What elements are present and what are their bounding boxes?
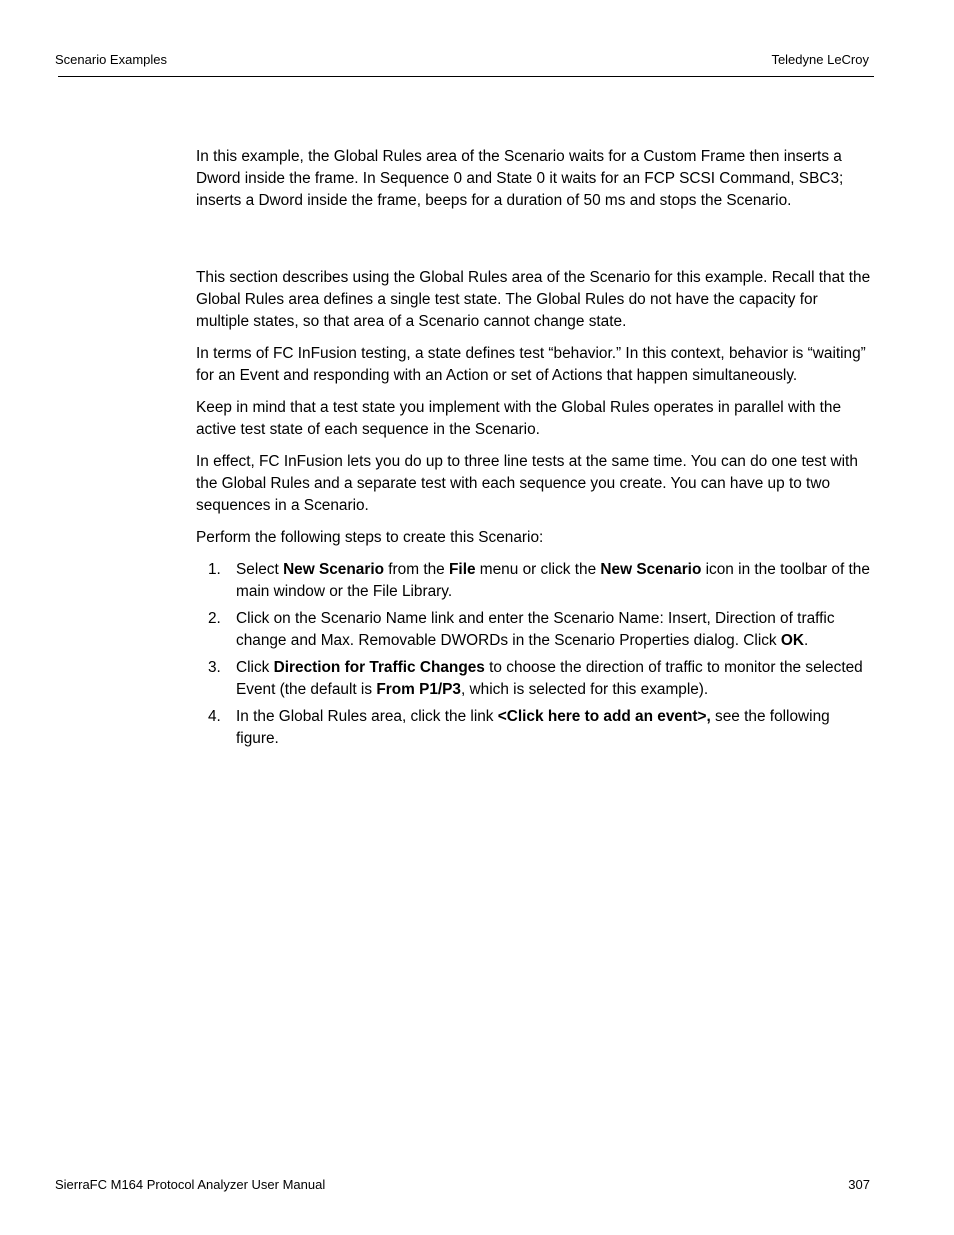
step-text: . (804, 632, 809, 649)
running-footer-title: SierraFC M164 Protocol Analyzer User Manual (55, 1177, 326, 1192)
step-number: 1. (208, 561, 221, 578)
steps-intro: Perform the following steps to create this Scenario: (196, 529, 544, 546)
step-bold-text: <Click here to add an event>, (497, 708, 711, 725)
step-text: from the (384, 561, 450, 578)
step-item (196, 608, 872, 652)
header-divider (58, 76, 874, 77)
step-text: menu or click the (475, 561, 601, 578)
body-paragraph-2: In terms of FC InFusion testing, a state defines test “behavior.” In this context, behavior is “waiting” for an Event and responding with an Action or set of Actions that happen simultaneously. (196, 345, 866, 384)
step-bold-text: File (449, 561, 476, 578)
body-paragraph-3: Keep in mind that a test state you implement with the Global Rules operates in parallel with the active test state of each sequence in the Scenario. (196, 399, 842, 438)
step-text: Click (236, 659, 274, 676)
page-body (196, 146, 872, 755)
step-text: , which is selected for this example). (461, 681, 709, 698)
step-text: Select (236, 561, 284, 578)
step-text: icon in the toolbar of the main window or the File Library. (236, 561, 870, 600)
step-item (196, 657, 872, 701)
steps-list (196, 559, 872, 750)
page-number: 307 (848, 1177, 870, 1192)
body-paragraph-4: In effect, FC InFusion lets you do up to three line tests at the same time. You can do one test with the Global Rules and a separate test with each sequence you create. You can have up to two sequences in a Scenario. (196, 453, 858, 514)
step-item (196, 559, 872, 603)
step-item (196, 706, 872, 750)
intro-paragraph: In this example, the Global Rules area of the Scenario waits for a Custom Frame then inserts a Dword inside the frame. In Sequence 0 and State 0 it waits for an FCP SCSI Command, SBC3; inserts a Dword inside the frame, beeps for a duration of 50 ms and stops the Scenario. (196, 148, 844, 209)
step-text: see the following figure. (236, 708, 830, 747)
step-bold-text: Direction for Traffic Changes (273, 659, 485, 676)
step-number: 4. (208, 708, 221, 725)
step-bold-text: New Scenario (600, 561, 702, 578)
step-text: In the Global Rules area, click the link (236, 708, 498, 725)
step-number: 3. (208, 659, 221, 676)
step-bold-text: From P1/P3 (376, 681, 461, 698)
step-bold-text: New Scenario (283, 561, 384, 578)
step-bold-text: OK (780, 632, 804, 649)
body-paragraph-1: This section describes using the Global Rules area of the Scenario for this example. Recall that the Global Rules area defines a single test state. The Global Rules do not have the capacity for multiple states, so that area of a Scenario cannot change state. (196, 269, 871, 330)
running-header-section: Scenario Examples (55, 52, 167, 67)
section-spacer (196, 222, 872, 267)
step-text: Click on the Scenario Name link and enter the Scenario Name: Insert, Direction of traffic change and Max. Removable DWORDs in the Scenario Properties dialog. Click (236, 610, 835, 649)
running-header-company: Teledyne LeCroy (771, 52, 869, 67)
step-text: to choose the direction of traffic to monitor the selected Event (the default is (236, 659, 863, 698)
step-number: 2. (208, 610, 221, 627)
